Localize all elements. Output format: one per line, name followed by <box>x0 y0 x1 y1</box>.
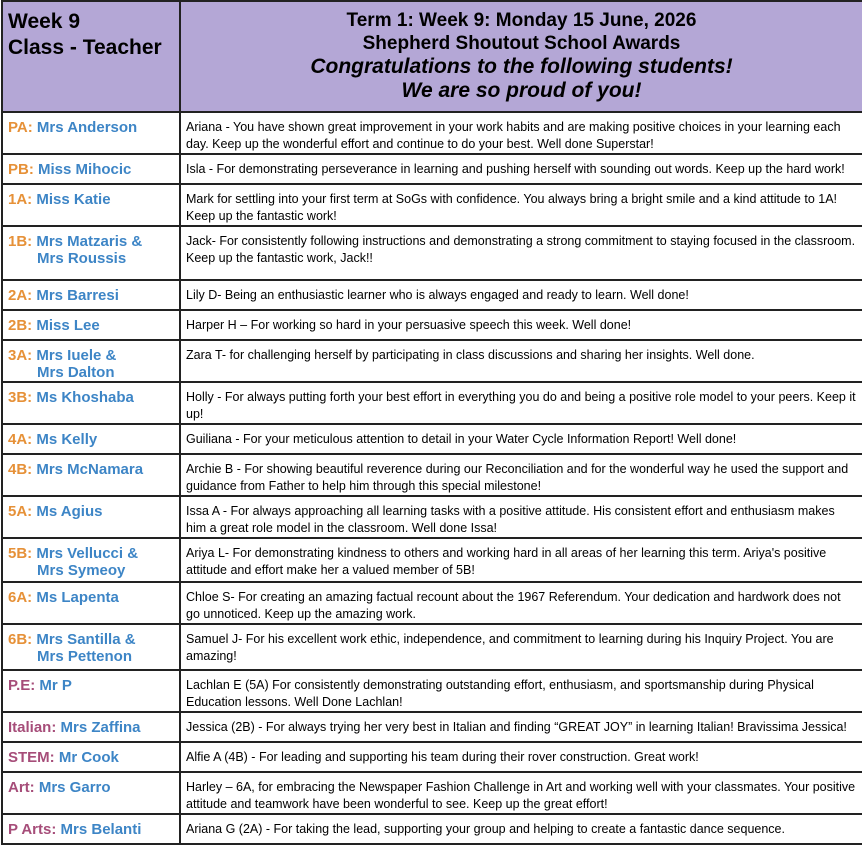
award-row <box>2 538 862 582</box>
teacher-name: Mrs Belanti <box>60 821 142 838</box>
award-row <box>2 184 862 226</box>
class-code: 6A: <box>8 589 33 606</box>
class-teacher-line <box>8 161 179 178</box>
class-teacher-cell <box>2 226 180 280</box>
award-message: Zara T- for challenging herself by participating in class discussions and sharing her insights. Well done. <box>180 340 862 382</box>
class-teacher-cell <box>2 814 180 844</box>
class-teacher-line <box>8 461 179 478</box>
class-code: 3A: <box>8 347 33 364</box>
header-title-cell <box>180 1 862 112</box>
class-teacher-line <box>8 191 179 208</box>
class-teacher-cell <box>2 340 180 382</box>
class-code: 5B: <box>8 545 33 562</box>
award-message: Archie B - For showing beautiful reverence during our Reconciliation and for the wonderful way he used the support and guidance from Father to help him through this special milestone! <box>180 454 862 496</box>
class-code: 2A: <box>8 287 33 304</box>
class-teacher-cell <box>2 538 180 582</box>
class-code: 1A: <box>8 191 33 208</box>
class-teacher-line <box>8 431 179 448</box>
award-row <box>2 742 862 772</box>
class-teacher-cell <box>2 382 180 424</box>
teacher-name: Mrs McNamara <box>36 461 144 478</box>
class-teacher-cell <box>2 624 180 670</box>
award-message: Ariana - You have shown great improvement in your work habits and are making positive choices in your learning each day. Keep up the wonderful effort and continue to do your best. Well done Superstar! <box>180 112 862 154</box>
class-teacher-line <box>8 287 179 304</box>
award-message: Alfie A (4B) - For leading and supporting his team during their rover construction. Great work! <box>180 742 862 772</box>
award-message: Lily D- Being an enthusiastic learner who is always engaged and ready to learn. Well done! <box>180 280 862 310</box>
award-message: Harper H – For working so hard in your persuasive speech this week. Well done! <box>180 310 862 340</box>
teacher-name: Mrs Iuele & <box>36 347 117 364</box>
class-teacher-line <box>8 233 179 250</box>
award-message: Mark for settling into your first term at SoGs with confidence. You always bring a bright smile and a kind attitude to 1A! Keep up the fantastic work! <box>180 184 862 226</box>
class-code: 4A: <box>8 431 33 448</box>
class-teacher-cell <box>2 424 180 454</box>
class-teacher-line <box>8 779 179 796</box>
teacher-name: Miss Katie <box>36 191 111 208</box>
class-teacher-line <box>8 677 179 694</box>
award-message: Chloe S- For creating an amazing factual recount about the 1967 Referendum. Your dedication and hardwork does not go unnoticed. Keep up the amazing work. <box>180 582 862 624</box>
award-message: Guiliana - For your meticulous attention to detail in your Water Cycle Information Report! Well done! <box>180 424 862 454</box>
award-row <box>2 310 862 340</box>
class-code: 2B: <box>8 317 33 334</box>
class-teacher-line <box>8 347 179 364</box>
award-row <box>2 496 862 538</box>
class-code: Italian: <box>8 719 57 736</box>
class-teacher-line <box>8 589 179 606</box>
class-teacher-cell <box>2 310 180 340</box>
term-date-title: Term 1: Week 9: Monday 15 June, 2026 <box>346 10 697 31</box>
class-teacher-cell <box>2 154 180 184</box>
class-code: P Arts: <box>8 821 57 838</box>
award-row <box>2 624 862 670</box>
award-message: Jessica (2B) - For always trying her very best in Italian and finding “GREAT JOY” in learning Italian! Bravissima Jessica! <box>180 712 862 742</box>
award-message: Harley – 6A, for embracing the Newspaper Fashion Challenge in Art and working well with your classmates. Your positive attitude and teamwork have been wonderful to see. Keep up the great effort! <box>180 772 862 814</box>
class-teacher-cell <box>2 670 180 712</box>
class-teacher-label: Class - Teacher <box>8 36 162 59</box>
award-message: Holly - For always putting forth your best effort in everything you do and being a positive role model to your peers. Keep it up! <box>180 382 862 424</box>
class-code: 6B: <box>8 631 33 648</box>
class-teacher-line <box>8 317 179 334</box>
award-row <box>2 154 862 184</box>
teacher-name: Mrs Santilla & <box>36 631 136 648</box>
class-code: PA: <box>8 119 33 136</box>
awards-title: Shepherd Shoutout School Awards <box>362 33 681 54</box>
award-message: Ariya L- For demonstrating kindness to others and working hard in all areas of her learning this term. Ariya's positive attitude and effort make her a valued member of 5B! <box>180 538 862 582</box>
award-row <box>2 582 862 624</box>
award-message: Lachlan E (5A) For consistently demonstrating outstanding effort, enthusiasm, and sportsmanship during Physical Education lessons. Well Done Lachlan! <box>180 670 862 712</box>
class-teacher-line <box>8 119 179 136</box>
award-row <box>2 340 862 382</box>
teacher-name: Mrs Garro <box>38 779 111 796</box>
teacher-name: Mrs Matzaris & <box>36 233 143 250</box>
class-teacher-cell <box>2 454 180 496</box>
award-row <box>2 226 862 280</box>
teacher-name: Mrs Vellucci & <box>36 545 139 562</box>
teacher-name: Mr Cook <box>58 749 119 766</box>
class-teacher-cell <box>2 712 180 742</box>
class-code: STEM: <box>8 749 55 766</box>
header-row <box>2 1 862 112</box>
teacher-name: Miss Lee <box>36 317 100 334</box>
class-teacher-cell <box>2 772 180 814</box>
teacher-name-second: Mrs Symeoy <box>37 562 126 579</box>
teacher-name-second: Mrs Pettenon <box>37 648 133 665</box>
award-message: Samuel J- For his excellent work ethic, independence, and commitment to learning during his Inquiry Project. You are amazing! <box>180 624 862 670</box>
class-teacher-cell <box>2 112 180 154</box>
class-teacher-cell <box>2 184 180 226</box>
award-row <box>2 424 862 454</box>
teacher-name: Ms Agius <box>36 503 103 520</box>
class-teacher-line <box>8 503 179 520</box>
class-code: 4B: <box>8 461 33 478</box>
award-message: Isla - For demonstrating perseverance in learning and pushing herself with sounding out words. Keep up the hard work! <box>180 154 862 184</box>
class-code: 1B: <box>8 233 33 250</box>
class-code: Art: <box>8 779 35 796</box>
class-code: P.E: <box>8 677 36 694</box>
class-teacher-line <box>8 821 179 838</box>
congratulations-line: Congratulations to the following students! <box>310 55 733 78</box>
award-message: Issa A - For always approaching all learning tasks with a positive attitude. His consistent effort and enthusiasm makes him a great role model in the classroom. Well done Issa! <box>180 496 862 538</box>
award-row <box>2 454 862 496</box>
class-teacher-line <box>8 749 179 766</box>
class-code: 5A: <box>8 503 33 520</box>
award-row <box>2 712 862 742</box>
awards-table <box>1 0 862 845</box>
class-teacher-line <box>8 719 179 736</box>
class-teacher-cell <box>2 742 180 772</box>
teacher-name: Ms Kelly <box>36 431 98 448</box>
teacher-name: Mrs Anderson <box>36 119 138 136</box>
teacher-name: Mrs Barresi <box>36 287 119 304</box>
class-teacher-cell <box>2 582 180 624</box>
teacher-name-second: Mrs Roussis <box>37 250 127 267</box>
header-left-cell <box>2 1 180 112</box>
award-message: Jack- For consistently following instructions and demonstrating a strong commitment to staying focused in the classroom. Keep up the fantastic work, Jack!! <box>180 226 862 280</box>
class-code: 3B: <box>8 389 33 406</box>
week-label: Week 9 <box>8 10 80 33</box>
award-message: Ariana G (2A) - For taking the lead, supporting your group and helping to create a fantastic dance sequence. <box>180 814 862 844</box>
class-teacher-line <box>8 545 179 562</box>
teacher-name: Mrs Zaffina <box>60 719 141 736</box>
class-code: PB: <box>8 161 34 178</box>
teacher-name: Miss Mihocic <box>38 161 132 178</box>
teacher-name: Ms Khoshaba <box>36 389 134 406</box>
award-row <box>2 112 862 154</box>
class-teacher-line <box>8 389 179 406</box>
teacher-name: Ms Lapenta <box>36 589 119 606</box>
teacher-name-second: Mrs Dalton <box>37 364 115 381</box>
class-teacher-cell <box>2 496 180 538</box>
award-row <box>2 280 862 310</box>
award-row <box>2 382 862 424</box>
proud-line: We are so proud of you! <box>401 79 642 102</box>
award-rows <box>2 112 862 844</box>
award-row <box>2 772 862 814</box>
class-teacher-cell <box>2 280 180 310</box>
award-row <box>2 670 862 712</box>
award-row <box>2 814 862 844</box>
teacher-name: Mr P <box>39 677 72 694</box>
class-teacher-line <box>8 631 179 648</box>
